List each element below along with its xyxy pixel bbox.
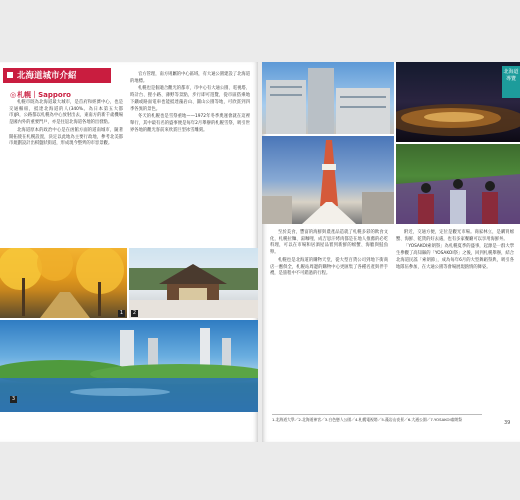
city-heading: ◎ 札幌｜Sapporo	[10, 90, 71, 100]
paragraph: 北海道原本的政治中心是在函館方面的道南城市，隨著開拓使在札幌設置，決定以此地為主要行政地，參考北美都市規劃設計出棋盤狀街道，形成現今整齊的市容景觀。	[9, 127, 123, 147]
park-panorama-photo	[0, 320, 258, 412]
station-illustration	[262, 62, 394, 134]
night-view-photo	[396, 62, 520, 142]
station-building-photo	[262, 62, 394, 134]
shrine-photo	[129, 248, 258, 318]
paragraph: 札幌也是個適合觀光的都市，市中心有大通公園、電視塔、時計台、狸小路、薄野等景點，步行即可遊覽，從市區搭乘地下鐵或路面電車也能抵達藻岩山、圓山公園等地，可欣賞到四季各異的景色。	[130, 86, 250, 112]
festival-dance-photo	[396, 144, 520, 224]
left-page	[0, 62, 258, 442]
tower-illustration	[262, 136, 394, 224]
dancers-illustration	[396, 144, 520, 224]
paragraph: 至於美食，豐富的海鮮與農產品造就了札幌多彩的飲食文化，札幌拉麵、湯咖哩、成吉思汗烤肉都是在地人推薦的必吃料理，可以在市場和居酒屋品嘗到新鮮的螃蟹、海膽與鮭魚卵。	[270, 230, 388, 256]
side-tab-label: 北海道導覽	[503, 69, 519, 82]
shrine-illustration	[129, 248, 258, 318]
photo-number: 1	[119, 310, 124, 316]
right-column-2	[396, 230, 514, 272]
ginkgo-illustration	[0, 248, 127, 318]
paragraph: 札幌市既為北海道最大城市，是首府和經濟中心，也是交通樞紐，抵達北海道的人(340%。為日本第五大都市)JR，公路都以札幌為中心放射出去，東南方的新千歲機場是國內外的重要門戶，亦是往返北海道各地的出發點。	[9, 100, 123, 126]
section-title: 北海道城市介紹	[17, 71, 77, 81]
photo-number: 2	[132, 310, 137, 316]
page-number: 39	[504, 420, 511, 426]
left-column-2	[130, 72, 250, 135]
paragraph: 札幌也是北海道的購物天堂，從大型百貨公司到地下街商店一應俱全，札幌站周邊的購物中心更匯集了各種名產與伴手禮，是旅程中不可錯過的行程。	[270, 257, 388, 277]
park-illustration	[0, 320, 258, 412]
paragraph: 官方管理，南方則屬的中心區域，有大通公園建設了北海道的地標。	[130, 72, 250, 84]
left-column-1	[9, 100, 123, 149]
right-column-1	[270, 230, 388, 279]
tv-tower-photo	[262, 136, 394, 224]
section-side-tab	[502, 66, 520, 98]
photo-captions: 1.北海道大學／2.北海道神宮／3.白色戀人公園／4.札幌電視塔／5.藻岩山夜景／6.大通公園／7.YOSAKOI索朗祭	[272, 414, 482, 423]
photo-number: 3	[11, 396, 16, 402]
paragraph: 「YOSAKOI索朗祭」為札幌夏季的盛事，起源是一群大學生參觀了高知縣的「YOSAKOI祭」之後，回到札幌舉辦，結合北海道民謠「索朗節」，成為每年6月的大型舞蹈祭典，吸引各地隊伍參加，在大通公園等會場展現熱情的舞姿。	[396, 244, 514, 270]
ginkgo-avenue-photo	[0, 248, 127, 318]
right-page	[262, 62, 520, 442]
section-title-bar	[3, 68, 111, 83]
paragraph: 冬天的札幌也是雪祭重地——1972年冬季奧運會就在這裡舉行，其中最有名的盛事便是每年2月舉辦的札幌雪祭，吸引世界各地的觀光客前來欣賞巨型冰雪雕刻。	[130, 114, 250, 133]
paragraph: 附近，交通方便，定位是觀光市場。商家林立，是購買螃蟹、海鮮、乾貨的好去處，也有多家餐廳可以享用海鮮丼。	[396, 230, 514, 242]
